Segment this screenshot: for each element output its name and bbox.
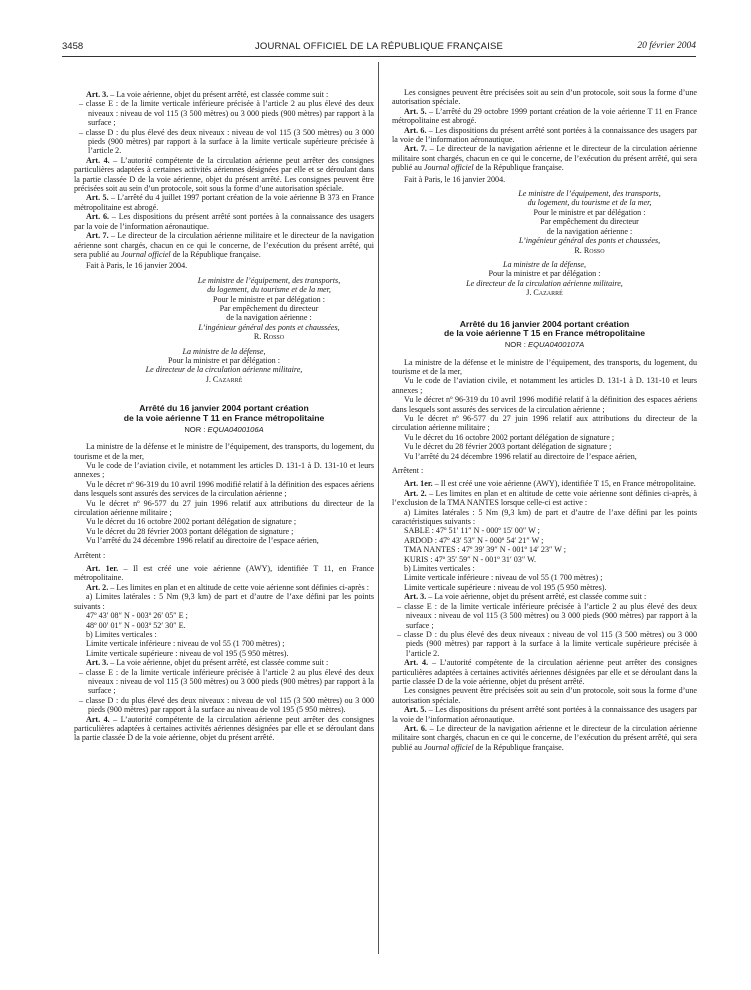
nor-reference: NOR : EQUA0400106A xyxy=(184,424,264,434)
visa-1: La ministre de la défense et le ministre de l’équipement, des transports, du logement, du tourisme et de la mer, xyxy=(74,442,374,461)
article-5b: Art. 5. – Les dispositions du présent arrêté sont portées à la connaissance des usagers par la voie de l’information aéronautique. xyxy=(392,705,698,724)
decree-title-t11: Arrêté du 16 janvier 2004 portant création de la voie aérienne T 11 en France métropolitaine xyxy=(123,403,325,423)
running-header xyxy=(62,42,696,56)
signatory-name: J. Cazarré xyxy=(526,288,563,298)
visa-5: Vu le décret du 16 octobre 2002 portant délégation de signature ; xyxy=(86,517,297,527)
signature-block-equipement: Le ministre de l’équipement, des transports, du logement, du tourisme et de la mer, Pour le ministre et par délégation : Par empêchement du directeur de la navigation aérienne : L’ingénieur général des ponts et chaussées, R. Rosso xyxy=(392,189,697,255)
article-3-bullet-1: – classe E : de la limite verticale inférieure précisée à l’article 2 au plus élevé des deux niveaux : niveau de vol 115 (3 500 mètres) ou 3 000 pieds (900 mètres) par rapport à la surface ; xyxy=(397,601,697,630)
nor-reference: NOR : EQUA0400107A xyxy=(504,340,585,350)
visa-6: Vu le décret du 28 février 2003 portant délégation de signature ; xyxy=(404,442,612,452)
article-6: Art. 6. – Les dispositions du présent arrêté sont portées à la connaissance des usagers par la voie de l’information aéronautique. xyxy=(74,212,374,231)
article-4-continued: Les consignes peuvent être précisées soit au sein d’un protocole, soit sous la forme d’une autorisation spéciale. xyxy=(392,686,697,705)
point-tma-nantes: TMA NANTES : 47º 39′ 39″ N - 001º 14′ 23″ W ; xyxy=(404,545,567,555)
article-2: Art. 2. – Les limites en plan et en altitude de cette voie aérienne sont définies ci-après, à l’exclusion de la TMA NANTES lorsque celle-ci est active : xyxy=(392,488,698,508)
visa-2: Vu le code de l’aviation civile, et notamment les articles D. 131-1 à D. 131-10 et leurs annexes ; xyxy=(392,376,697,395)
article-1: Art. 1er. – Il est créé une voie aérienne (AWY), identifiée T 11, en France métropolitaine. xyxy=(74,564,374,583)
article-3-bullet-2: – classe D : du plus élevé des deux niveaux : niveau de vol 115 (3 500 mètres) ou 3 000 pieds (900 mètres) par rapport à la surface à la limite verticale supérieure précisée à l’article 2. xyxy=(397,629,697,658)
article-2-b: b) Limites verticales : xyxy=(86,629,157,639)
article-7: Art. 7. – Le directeur de la circulation aérienne militaire et le directeur de la navigation aérienne sont chargés, chacun en ce qui le concerne, de l’exécution du présent arrêté, qui sera publié au Journal officiel de la République française. xyxy=(74,231,375,259)
visa-7: Vu l’arrêté du 24 décembre 1996 relatif au directoire de l’espace aérien, xyxy=(404,451,637,461)
article-4: Art. 4. – L’autorité compétente de la circulation aérienne peut arrêter des consignes particulières adaptées à certaines activités aériennes désignées par elle et se déroulant dans la partie classée D de la voie aérienne, objet du présent arrêté. xyxy=(392,658,697,686)
article-7: Art. 7. – Le directeur de la navigation aérienne et le directeur de la circulation aérienne militaire sont chargés, chacun en ce qui le concerne, de l’exécution du présent arrêté, qui sera publié au Journal officiel de la République française. xyxy=(392,144,697,173)
signature-block-equipement: Le ministre de l’équipement, des transports, du logement, du tourisme et de la mer, Pour le ministre et par délégation : Par empêchement du directeur de la navigation aérienne : L’ingénieur général des ponts et chaussées, R. Rosso xyxy=(74,276,374,342)
visa-4: Vu le décret nº 96-577 du 27 juin 1996 relatif aux attributions du directeur de la circulation aérienne militaire ; xyxy=(74,498,374,518)
page-number: 3458 xyxy=(62,41,84,52)
visa-4: Vu le décret nº 96-577 du 27 juin 1996 relatif aux attributions du directeur de la circulation aérienne militaire ; xyxy=(392,413,697,433)
visa-1: La ministre de la défense et le ministre de l’équipement, des transports, du logement, du tourisme et de la mer, xyxy=(392,357,697,376)
header-rule xyxy=(62,56,696,57)
visa-3: Vu le décret nº 96-319 du 10 avril 1996 modifié relatif à la définition des espaces aériens dans lesquels sont assurés des services de la circulation aérienne ; xyxy=(74,479,374,499)
article-6b: Art. 6. – Le directeur de la navigation aérienne et le directeur de la circulation aérienne militaire sont chargés, chacun en ce qui le concerne, de l’exécution du présent arrêté, qui sera publié au Journal officiel de la République française. xyxy=(392,723,697,752)
article-4: Art. 4. – L’autorité compétente de la circulation aérienne peut arrêter des consignes particulières adaptées à certaines activités aériennes désignées par elle et se déroulant dans la partie classée D de la voie aérienne, objet du présent arrêté. Les consignes peuvent être précisées soit au sein d’un protocole, soit sous la forme d’une autorisation spéciale. xyxy=(74,155,375,194)
consignes-continued: Les consignes peuvent être précisées soit au sein d’un protocole, soit sous la forme d’une autorisation spéciale. xyxy=(392,88,697,107)
lower-limit: Limite verticale inférieure : niveau de vol 55 (1 700 mètres) ; xyxy=(404,573,603,583)
journal-title: JOURNAL OFFICIEL DE LA RÉPUBLIQUE FRANÇAISE xyxy=(254,41,504,52)
point-kuris: KURIS : 47º 35′ 59″ N - 001º 31′ 03″ W. xyxy=(404,554,536,564)
arretent: Arrêtent : xyxy=(74,550,106,560)
article-2: Art. 2. – Les limites en plan et en altitude de cette voie aérienne sont définies ci-après : xyxy=(86,582,369,592)
point-2: 48º 00′ 01″ N - 003º 52′ 30″ E. xyxy=(86,620,186,630)
article-3b-bullet-1: – classe E : de la limite verticale inférieure précisée à l’article 2 au plus élevé des deux niveaux : niveau de vol 115 (3 500 mètres) ou 3 000 pieds (900 mètres) par rapport à la surface ; xyxy=(79,667,374,696)
left-column xyxy=(74,90,374,743)
article-5: Art. 5. – L’arrêté du 4 juillet 1997 portant création de la voie aérienne B 373 en France métropolitaine est abrogé. xyxy=(74,193,374,212)
visa-5: Vu le décret du 16 octobre 2002 portant délégation de signature ; xyxy=(404,432,615,442)
signatory-name: R. Rosso xyxy=(574,245,605,255)
article-3-bullet-1: – classe E : de la limite verticale inférieure précisée à l’article 2 au plus élevé des deux niveaux : niveau de vol 115 (3 500 mètres) ou 3 000 pieds (900 mètres) par rapport à la surface ; xyxy=(79,99,374,128)
lower-limit: Limite verticale inférieure : niveau de vol 55 (1 700 mètres) ; xyxy=(86,639,285,649)
arretent: Arrêtent : xyxy=(392,466,424,475)
issue-date: 20 février 2004 xyxy=(637,41,696,51)
article-5: Art. 5. – L’arrêté du 29 octobre 1999 portant création de la voie aérienne T 11 en France métropolitaine est abrogé. xyxy=(392,106,698,126)
article-2-b: b) Limites verticales : xyxy=(404,564,475,574)
fait-a-paris: Fait à Paris, le 16 janvier 2004. xyxy=(404,174,506,184)
article-3: Art. 3. – La voie aérienne, objet du présent arrêté, est classée comme suit : xyxy=(404,592,647,602)
visa-3: Vu le décret nº 96-319 du 10 avril 1996 modifié relatif à la définition des espaces aériens dans lesquels sont assurés des services de la circulation aérienne ; xyxy=(392,395,697,414)
upper-limit: Limite verticale supérieure : niveau de vol 195 (5 950 mètres). xyxy=(404,582,607,592)
article-4b: Art. 4. – L’autorité compétente de la circulation aérienne peut arrêter des consignes particulières adaptées à certaines activités aériennes désignées par elle et se déroulant dans la partie classée D de la voie aérienne, objet du présent arrêté. xyxy=(74,714,375,743)
right-column xyxy=(392,88,697,752)
article-3b-bullet-2: – classe D : du plus élevé des deux niveaux : niveau de vol 115 (3 500 mètres) ou 3 000 pieds (900 mètres) par rapport à la surface au niveau de vol 195 (5 950 mètres). xyxy=(79,695,374,715)
point-sable: SABLE : 47º 51′ 11″ N - 000º 15′ 00″ W ; xyxy=(404,526,540,536)
fait-a-paris: Fait à Paris, le 16 janvier 2004. xyxy=(86,261,188,271)
visa-2: Vu le code de l’aviation civile, et notamment les articles D. 131-1 à D. 131-10 et leurs annexes ; xyxy=(74,461,374,480)
point-1: 47º 43′ 08″ N - 003º 26′ 05″ E ; xyxy=(86,611,188,621)
signature-block-defense: La ministre de la défense, Pour la ministre et par délégation : Le directeur de la circulation aérienne militaire, J. Cazarré xyxy=(392,260,697,298)
signatory-name: R. Rosso xyxy=(253,332,285,342)
visa-7: Vu l’arrêté du 24 décembre 1996 relatif au directoire de l’espace aérien, xyxy=(86,536,319,546)
visa-6: Vu le décret du 28 février 2003 portant délégation de signature ; xyxy=(86,526,294,536)
article-3-bullet-2: – classe D : du plus élevé des deux niveaux : niveau de vol 115 (3 500 mètres) ou 3 000 pieds (900 mètres) par rapport à la surface à la limite verticale supérieure précisée à l’article 2. xyxy=(79,127,374,156)
article-6: Art. 6. – Les dispositions du présent arrêté sont portées à la connaissance des usagers par la voie de l’information aéronautique. xyxy=(392,125,698,145)
article-3: Art. 3. – La voie aérienne, objet du présent arrêté, est classée comme suit : xyxy=(86,90,329,99)
article-2-a: a) Limites latérales : 5 Nm (9,3 km) de part et d’autre de l’axe défini par les points suivants : xyxy=(74,592,374,611)
column-divider xyxy=(378,62,379,954)
upper-limit: Limite verticale supérieure : niveau de vol 195 (5 950 mètres). xyxy=(86,648,289,658)
signatory-name: J. Cazarré xyxy=(205,374,243,384)
article-2-a: a) Limites latérales : 5 Nm (9,3 km) de part et d’autre de l’axe défini par les points caractéristiques suivants : xyxy=(392,507,697,527)
signature-block-defense: La ministre de la défense, Pour la ministre et par délégation : Le directeur de la circulation aérienne militaire, J. Cazarré xyxy=(74,347,374,385)
article-1: Art. 1er. – Il est créé une voie aérienne (AWY), identifiée T 15, en France métropolitaine. xyxy=(404,479,696,489)
point-ardod: ARDOD : 47º 43′ 53″ N - 000º 54′ 21″ W ; xyxy=(404,535,544,545)
article-3b: Art. 3. – La voie aérienne, objet du présent arrêté, est classée comme suit : xyxy=(86,658,329,668)
decree-title-t15: Arrêté du 16 janvier 2004 portant création de la voie aérienne T 15 en France métropolitaine xyxy=(443,318,646,339)
